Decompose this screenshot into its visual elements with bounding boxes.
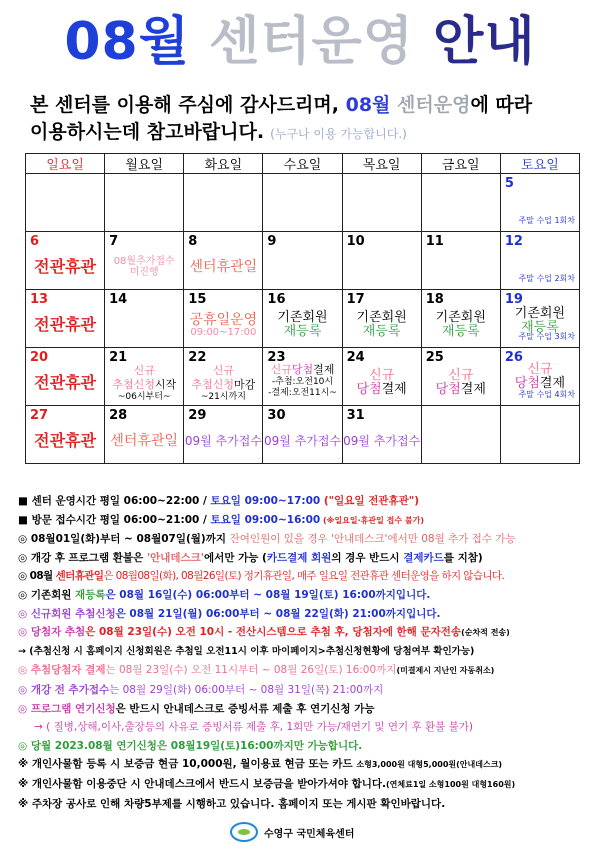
day-number: 8 — [188, 234, 198, 249]
center-logo-icon — [230, 822, 258, 842]
title-guide: 안내 — [433, 12, 536, 72]
notice-text: (연체료1일 소형100원 대형160원) — [386, 779, 516, 789]
member-label: 기존회원 — [435, 310, 486, 325]
center-closed-label: 센터휴관일 — [110, 433, 179, 449]
new-label: 신규 — [270, 363, 292, 376]
day-cell-18 — [421, 290, 500, 348]
day-cell-19 — [500, 290, 579, 348]
day-cell-21 — [105, 348, 184, 406]
center-closed-label: 센터휴관일 — [189, 259, 258, 275]
reregister-label: 재등록 — [521, 320, 559, 335]
holiday-hours: 09:00~17:00 — [190, 326, 257, 338]
intro-line2: 이용하시는데 참고바랍니다. — [30, 121, 265, 143]
notice-text: 에서만 가능 ( — [204, 551, 267, 564]
notice-highlight: 토요일 09:00~17:00 — [210, 495, 321, 507]
day-cell-empty — [26, 174, 105, 232]
notice-extra-registration — [18, 530, 588, 549]
start-time: ~06시부터~ — [117, 391, 171, 402]
notice-lottery-application — [18, 605, 588, 624]
day-cell-23 — [263, 348, 342, 406]
notice-reregistration — [18, 586, 588, 605]
day-cell-29 — [184, 406, 263, 464]
day-cell-empty — [421, 174, 500, 232]
weekday-wed: 수요일 — [263, 154, 342, 174]
notice-highlight: 잔여인원이 있을 경우 '안내데스크'에서만 08월 추가 접수 가능 — [229, 533, 516, 546]
notice-text: ※ 개인사물함 이용중단 시 안내데스크에서 반드시 보증금을 받아가셔야 합니다. — [18, 777, 387, 790]
page-title — [0, 12, 600, 72]
notice-postpone — [18, 700, 588, 719]
notice-winner-payment — [18, 661, 588, 681]
day-cell-empty — [263, 174, 342, 232]
new-label: 신규 — [133, 363, 155, 377]
notice-highlight: ("일요일 전관휴관") — [320, 495, 420, 507]
extra-reg-label: 09월 추가접수 — [343, 434, 421, 448]
weekday-sat: 토요일 — [500, 154, 579, 174]
extra-reg-label: 09월 추가접수 — [184, 434, 262, 448]
weekday-fri: 금요일 — [421, 154, 500, 174]
start-label: 시작 — [154, 377, 177, 391]
day-number: 13 — [30, 292, 49, 307]
day-cell-7 — [105, 232, 184, 290]
closed-label: 전관휴관 — [34, 315, 96, 334]
payment-label: 결제 — [539, 376, 566, 391]
intro-note: (누구나 이용 가능합니다.) — [270, 127, 407, 141]
week-row — [26, 232, 580, 290]
notice-highlight: ◎ 추첨당첨자 결제 — [18, 664, 106, 677]
notice-text: ◎ 개강 후 프로그램 환불은 — [18, 551, 147, 564]
day-number: 23 — [267, 350, 286, 365]
day-cell-20 — [26, 348, 105, 406]
weekday-header — [26, 154, 580, 174]
notice-pre-class-registration — [18, 681, 588, 700]
closed-label: 전관휴관 — [34, 431, 96, 450]
week-row — [26, 406, 580, 464]
title-center: 센터운영 — [209, 12, 415, 72]
notice-list — [18, 492, 588, 813]
day-cell-13 — [26, 290, 105, 348]
day-number: 5 — [504, 176, 514, 191]
notice-highlight: ◎ 당월 2023.08월 연기신청 — [18, 739, 157, 752]
new-label: 신규 — [527, 362, 553, 377]
day-number: 28 — [109, 408, 128, 423]
day-cell-9 — [263, 232, 342, 290]
payment-label: 결제 — [381, 382, 407, 397]
notice-highlight: '안내데스크' — [146, 551, 205, 564]
day-number: 20 — [30, 350, 49, 365]
new-label: 신규 — [448, 368, 474, 383]
day-cell-15 — [184, 290, 263, 348]
day-cell-27 — [26, 406, 105, 464]
day-number: 17 — [346, 292, 365, 307]
intro-text — [30, 92, 590, 148]
notice-highlight: 카드결제 회원 — [266, 551, 332, 564]
notice-text: ※ 주차장 공사로 인해 차량5부제를 시행하고 있습니다. 홈페이지 또는 게시판 확인바랍니다. — [18, 797, 446, 810]
day-cell-17 — [342, 290, 421, 348]
day-number: 16 — [267, 292, 286, 307]
winner-label: 당첨 — [356, 382, 382, 397]
notice-text: 의 경우 반드시 — [331, 551, 404, 564]
week-row — [26, 290, 580, 348]
notice-text: 은 08월 16일(수) 06:00부터 ~ 08월 19일(토) 16:00까지입니다. — [105, 588, 431, 601]
day-number: 6 — [30, 234, 40, 249]
footer — [230, 822, 354, 842]
day-cell-25 — [421, 348, 500, 406]
notice-text: ◎ 08월 — [18, 570, 56, 583]
title-month: 08월 — [64, 12, 190, 72]
notice-text: 은 08월 21일(월) 06:00부터 ~ 08월 22일(화) 21:00까지입니다. — [115, 607, 441, 620]
day-number: 29 — [188, 408, 207, 423]
notice-text: 소형3,000원 대형5,000원(안내데스크) — [356, 760, 503, 770]
weekend-class-note: 주말 수업 2회차 — [518, 274, 575, 283]
day-cell-16 — [263, 290, 342, 348]
day-number: 21 — [109, 350, 128, 365]
day-cell-30 — [263, 406, 342, 464]
calendar — [25, 153, 580, 464]
day-cell-empty — [184, 174, 263, 232]
intro-line1-c: 센터운영 — [390, 94, 471, 116]
notice-text: ◎ 08월01일(화)부터 ~ 08월07일(월)까지 — [18, 533, 230, 546]
payment-time: -결제:오전11시~ — [268, 388, 337, 398]
notice-highlight: 재등록 — [75, 588, 106, 601]
day-number: 24 — [346, 350, 365, 365]
weekday-thu: 목요일 — [342, 154, 421, 174]
member-label: 기존회원 — [356, 310, 407, 325]
notice-highlight: ◎ 당첨자 추첨 — [18, 626, 86, 639]
intro-line1-d: 에 따라 — [470, 94, 533, 116]
day-cell-26 — [500, 348, 579, 406]
week-row — [26, 348, 580, 406]
notice-reception-hours — [18, 511, 588, 531]
lottery-apply-label: 추첨신청 — [191, 377, 234, 391]
day-cell-empty — [105, 174, 184, 232]
notice-text: ■ 센터 운영시간 평일 06:00~22:00 / — [18, 495, 211, 507]
notice-text: 은 반드시 안내데스크로 증빙서류 제출 후 연기신청 가능 — [115, 702, 375, 715]
notice-highlight: ◎ 프로그램 연기신청 — [18, 702, 116, 715]
day-number: 30 — [267, 408, 286, 423]
day-cell-5 — [500, 174, 579, 232]
extra-reg-label: 09월 추가접수 — [263, 434, 342, 448]
notice-postpone-detail — [18, 718, 588, 737]
notice-refund — [18, 549, 588, 568]
day-number: 22 — [188, 350, 207, 365]
payment-label: 결제 — [460, 382, 486, 397]
day-cell-10 — [342, 232, 421, 290]
holiday-open-label: 공휴일운영 — [189, 311, 258, 328]
extra-reg-status: 미진행 — [129, 267, 159, 278]
day-number: 15 — [188, 292, 207, 307]
notice-highlight: (※일요일·휴관일 접수 불가) — [320, 515, 424, 525]
member-label: 기존회원 — [277, 310, 328, 325]
footer-org-name: 수영구 국민체육센터 — [264, 828, 355, 840]
payment-label: 결제 — [313, 363, 335, 376]
intro-line1-a: 본 센터를 이용해 주심에 감사드리며, — [30, 94, 346, 116]
deadline-time: ~21시까지 — [200, 391, 246, 402]
notice-highlight: ◎ 신규회원 추첨신청 — [18, 607, 116, 620]
winner-label: 당첨 — [514, 376, 540, 391]
weekend-class-note: 주말 수업 3회차 — [518, 332, 575, 341]
day-cell-22 — [184, 348, 263, 406]
notice-lottery-draw — [18, 623, 588, 643]
notice-highlight: 센터휴관일 — [55, 570, 104, 583]
notice-lottery-check — [18, 643, 588, 662]
reregister-label: 재등록 — [441, 324, 480, 339]
day-number: 11 — [425, 234, 444, 249]
day-cell-14 — [105, 290, 184, 348]
notice-text: (미결제시 지난인 자동취소) — [396, 666, 495, 676]
day-number: 10 — [346, 234, 365, 249]
day-cell-11 — [421, 232, 500, 290]
notice-text: ◎ 기존회원 — [18, 588, 76, 601]
notice-text: 은 08월08일(화), 08월26일(토) 정기휴관일, 매주 일요일 전관휴관 센터운영을 하지 않습니다. — [103, 570, 505, 583]
lottery-apply-label: 추첨신청 — [112, 377, 155, 391]
day-cell-empty — [342, 174, 421, 232]
day-cell-8 — [184, 232, 263, 290]
notice-text: ※ 개인사물함 등록 시 보증금 현금 10,000원, 월이용료 현금 또는 카드 — [18, 758, 357, 771]
weekend-class-note: 주말 수업 1회차 — [518, 216, 575, 225]
winner-label: 당첨 — [435, 382, 461, 397]
day-number: 12 — [504, 234, 523, 249]
day-cell-6 — [26, 232, 105, 290]
closed-label: 전관휴관 — [34, 373, 96, 392]
day-number: 7 — [109, 234, 119, 249]
day-number: 31 — [346, 408, 365, 423]
day-cell-24 — [342, 348, 421, 406]
winner-label: 당첨 — [291, 363, 314, 376]
new-label: 신규 — [212, 363, 234, 377]
notice-locker-deposit — [18, 775, 588, 795]
day-cell-28 — [105, 406, 184, 464]
day-cell-empty — [500, 406, 579, 464]
intro-line1-b: 08월 — [345, 94, 391, 116]
weekday-sun: 일요일 — [26, 154, 105, 174]
notice-text: 은 08월19일(토)16:00까지만 가능합니다. — [156, 739, 363, 752]
notice-locker-fee — [18, 755, 588, 775]
notice-highlight: 결제카드 — [403, 551, 444, 564]
notice-closed-days — [18, 567, 588, 586]
notice-highlight: 토요일 09:00~16:00 — [210, 513, 321, 526]
deadline-label: 마감 — [233, 377, 256, 391]
new-label: 신규 — [369, 368, 395, 383]
weekday-tue: 화요일 — [184, 154, 263, 174]
day-number: 18 — [425, 292, 444, 307]
lottery-time: -추첨:오전10시 — [271, 377, 334, 387]
notice-text: 은 08월 23일(수) 오전 10시 - 전산시스템으로 추첨 후, 당첨자에 한해 문자전송 — [85, 626, 462, 639]
day-number: 19 — [504, 292, 523, 307]
day-cell-empty — [421, 406, 500, 464]
day-number: 26 — [504, 350, 523, 365]
notice-text: → (추첨신청 시 홈페이지 신청회원은 추첨일 오전11시 이후 마이페이지>추첨신청현황에 당첨여부 확인가능) — [18, 645, 475, 657]
day-cell-31 — [342, 406, 421, 464]
closed-label: 전관휴관 — [34, 257, 96, 276]
reregister-label: 재등록 — [283, 324, 322, 339]
notice-text: → ( 질병,상해,이사,출장등의 사유로 증빙서류 제출 후, 1회만 가능/재연기 및 연기 후 환불 불가) — [34, 721, 473, 734]
member-label: 기존회원 — [514, 306, 566, 321]
week-row — [26, 174, 580, 232]
day-number: 27 — [30, 408, 49, 423]
notice-highlight: ◎ 개강 전 추가접수 — [18, 683, 110, 696]
reregister-label: 재등록 — [362, 324, 401, 339]
weekday-mon: 월요일 — [105, 154, 184, 174]
notice-operating-hours — [18, 492, 588, 511]
day-cell-12 — [500, 232, 579, 290]
notice-text: 를 지참) — [443, 551, 483, 564]
day-number: 9 — [267, 234, 277, 249]
notice-parking — [18, 795, 588, 814]
notice-postpone-deadline — [18, 737, 588, 756]
notice-text: ■ 방문 접수시간 평일 06:00~21:00 / — [18, 513, 211, 526]
notice-text: 는 08월 23일(수) 오전 11시부터 ~ 08월 26일(토) 16:00까지 — [105, 664, 397, 677]
extra-reg-label: 08월추가접수 — [113, 256, 175, 267]
notice-text: 는 08월 29일(화) 06:00부터 ~ 08월 31일(목) 21:00까지 — [109, 683, 384, 696]
day-number: 14 — [109, 292, 128, 307]
day-number: 25 — [425, 350, 444, 365]
weekend-class-note: 주말 수업 4회차 — [518, 390, 575, 399]
notice-text: (순차적 전송) — [461, 628, 510, 638]
